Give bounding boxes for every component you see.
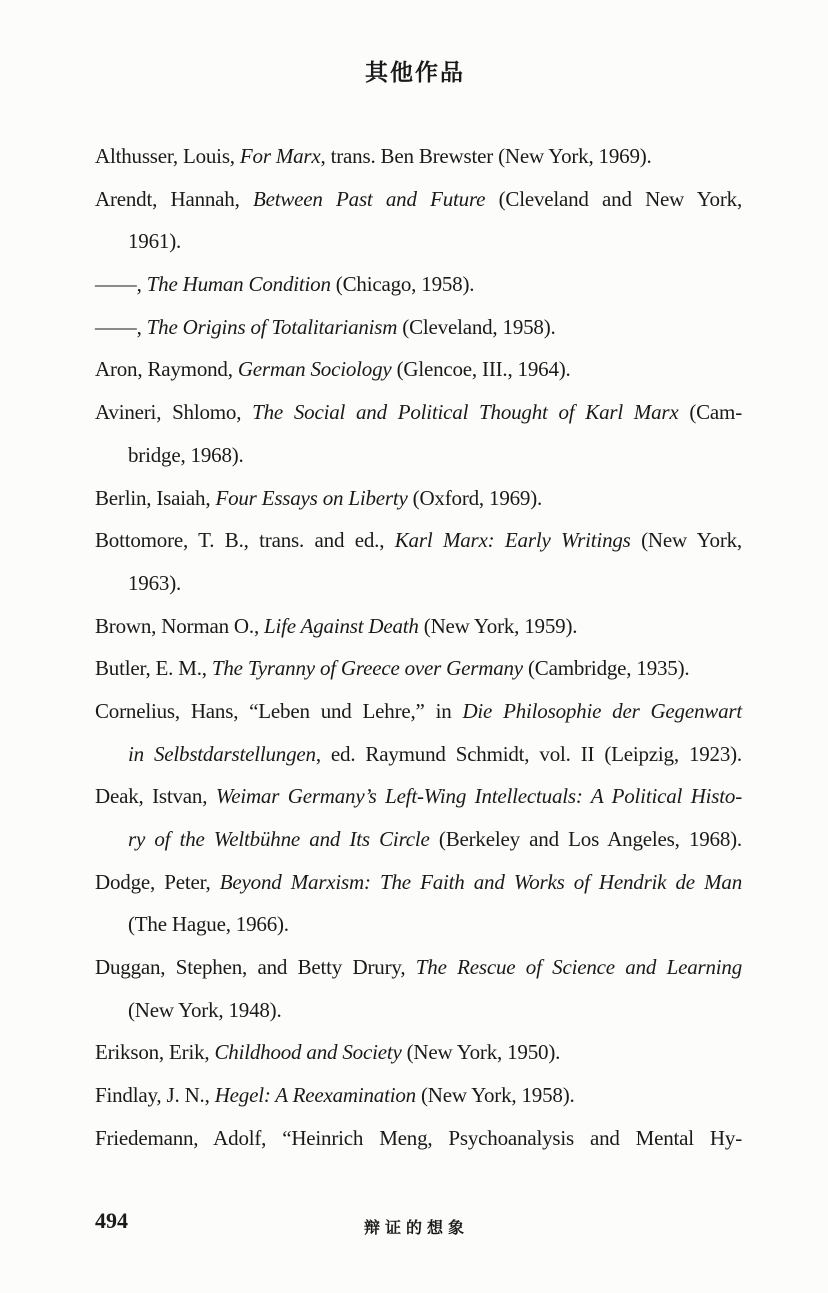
work-title-segment: The Rescue of Science and Learning (415, 955, 743, 980)
bibliography-line (95, 348, 742, 391)
work-title-segment: Between Past and Future (252, 186, 486, 211)
bibliography-line (95, 989, 742, 1032)
work-title-segment: Four Essays on Liberty (215, 485, 408, 510)
page-number: 494 (95, 1208, 128, 1233)
work-title-segment: ry of the Weltbühne and Its Circle (128, 827, 430, 851)
work-title-segment: For Marx (239, 144, 321, 168)
text-segment: Deak, Istvan, (95, 784, 216, 809)
bibliography-line (95, 477, 742, 520)
text-segment: Erikson, Erik, (95, 1040, 215, 1065)
text-segment: bridge, 1968). (128, 442, 244, 467)
work-title-segment: The Human Condition (146, 272, 331, 297)
text-segment: (New York, 1950). (401, 1040, 561, 1065)
bibliography-line (95, 647, 742, 690)
bibliography-line (95, 690, 742, 733)
work-title-segment: Life Against Death (264, 613, 419, 638)
work-title-segment: The Origins of Totalitarianism (146, 314, 398, 339)
bibliography-line (95, 946, 742, 989)
bibliography-line (95, 519, 742, 562)
text-segment: Findlay, J. N., (95, 1083, 215, 1108)
work-title-segment: Weimar Germany’s Left-Wing Intellectuals: A Political Histo- (215, 784, 742, 809)
text-segment: , trans. Ben Brewster (New York, 1969). (320, 144, 652, 168)
bibliography-line (95, 562, 742, 605)
bibliography-line (95, 306, 742, 349)
work-title-segment: Childhood and Society (214, 1040, 402, 1065)
text-segment: 1961). (128, 229, 182, 254)
section-title: 其他作品 (365, 60, 465, 85)
bibliography-line (95, 733, 742, 776)
work-title-segment: in Selbstdarstellungen (128, 741, 316, 766)
text-segment: Berlin, Isaiah, (95, 485, 216, 510)
text-segment: 1963). (128, 570, 182, 595)
running-title: 辩证的想象 (363, 1220, 469, 1237)
bibliography-line (95, 263, 742, 306)
bibliography-line (95, 818, 742, 861)
bibliography-line (95, 220, 742, 263)
bibliography-line (95, 903, 742, 946)
bibliography-line (95, 1074, 742, 1117)
text-segment: (New York, (630, 528, 742, 553)
bibliography-line (95, 135, 742, 178)
bibliography-line (95, 178, 742, 221)
text-segment: (New York, 1958). (415, 1083, 575, 1108)
work-title-segment: German Sociology (237, 357, 392, 382)
text-segment: Avineri, Shlomo, (95, 400, 253, 425)
text-segment: (Cambridge, 1935). (522, 656, 690, 681)
work-title-segment: Hegel: A Reexamination (214, 1083, 416, 1108)
text-segment: , ed. Raymund Schmidt, vol. II (Leipzig, 1923). (315, 741, 742, 766)
text-segment: Duggan, Stephen, and Betty Drury, (95, 955, 416, 980)
text-segment: (Cam- (678, 400, 742, 425)
bibliography-line (95, 434, 742, 477)
bibliography-line (95, 775, 742, 818)
text-segment: Aron, Raymond, (95, 357, 238, 382)
bibliography-line (95, 1031, 742, 1074)
bibliography-line (95, 861, 742, 904)
bibliography-line (95, 391, 742, 434)
text-segment: ——, (95, 272, 147, 297)
text-segment: (Berkeley and Los Angeles, 1968). (429, 827, 742, 851)
text-segment: Brown, Norman O., (95, 613, 265, 638)
work-title-segment: The Social and Political Thought of Karl Marx (252, 400, 679, 425)
text-segment: ——, (95, 314, 147, 339)
text-segment: Bottomore, T. B., trans. and ed., (95, 528, 395, 553)
text-segment: (Chicago, 1958). (330, 272, 475, 297)
text-segment: Butler, E. M., (95, 656, 212, 681)
bibliography-line (95, 1117, 742, 1160)
text-segment: (Cleveland and New York, (485, 186, 742, 211)
text-segment: Friedemann, Adolf, “Heinrich Meng, Psychoanalysis and Mental Hy- (95, 1125, 742, 1150)
work-title-segment: The Tyranny of Greece over Germany (211, 656, 523, 681)
text-segment: Arendt, Hannah, (95, 186, 253, 211)
text-segment: (Glencoe, III., 1964). (391, 357, 571, 382)
text-segment: Dodge, Peter, (95, 869, 220, 894)
text-segment: (Cleveland, 1958). (397, 314, 556, 339)
text-segment: (Oxford, 1969). (407, 485, 543, 510)
text-segment: (New York, 1959). (418, 613, 578, 638)
work-title-segment: Beyond Marxism: The Faith and Works of Hendrik de Man (219, 869, 742, 894)
text-segment: Cornelius, Hans, “Leben und Lehre,” in (95, 698, 463, 723)
text-segment: (The Hague, 1966). (128, 912, 289, 937)
text-segment: (New York, 1948). (128, 997, 282, 1022)
bibliography-line (95, 605, 742, 648)
work-title-segment: Karl Marx: Early Writings (394, 528, 631, 553)
text-segment: Althusser, Louis, (95, 144, 240, 168)
work-title-segment: Die Philosophie der Gegenwart (462, 698, 742, 723)
bibliography-list (95, 135, 742, 1160)
